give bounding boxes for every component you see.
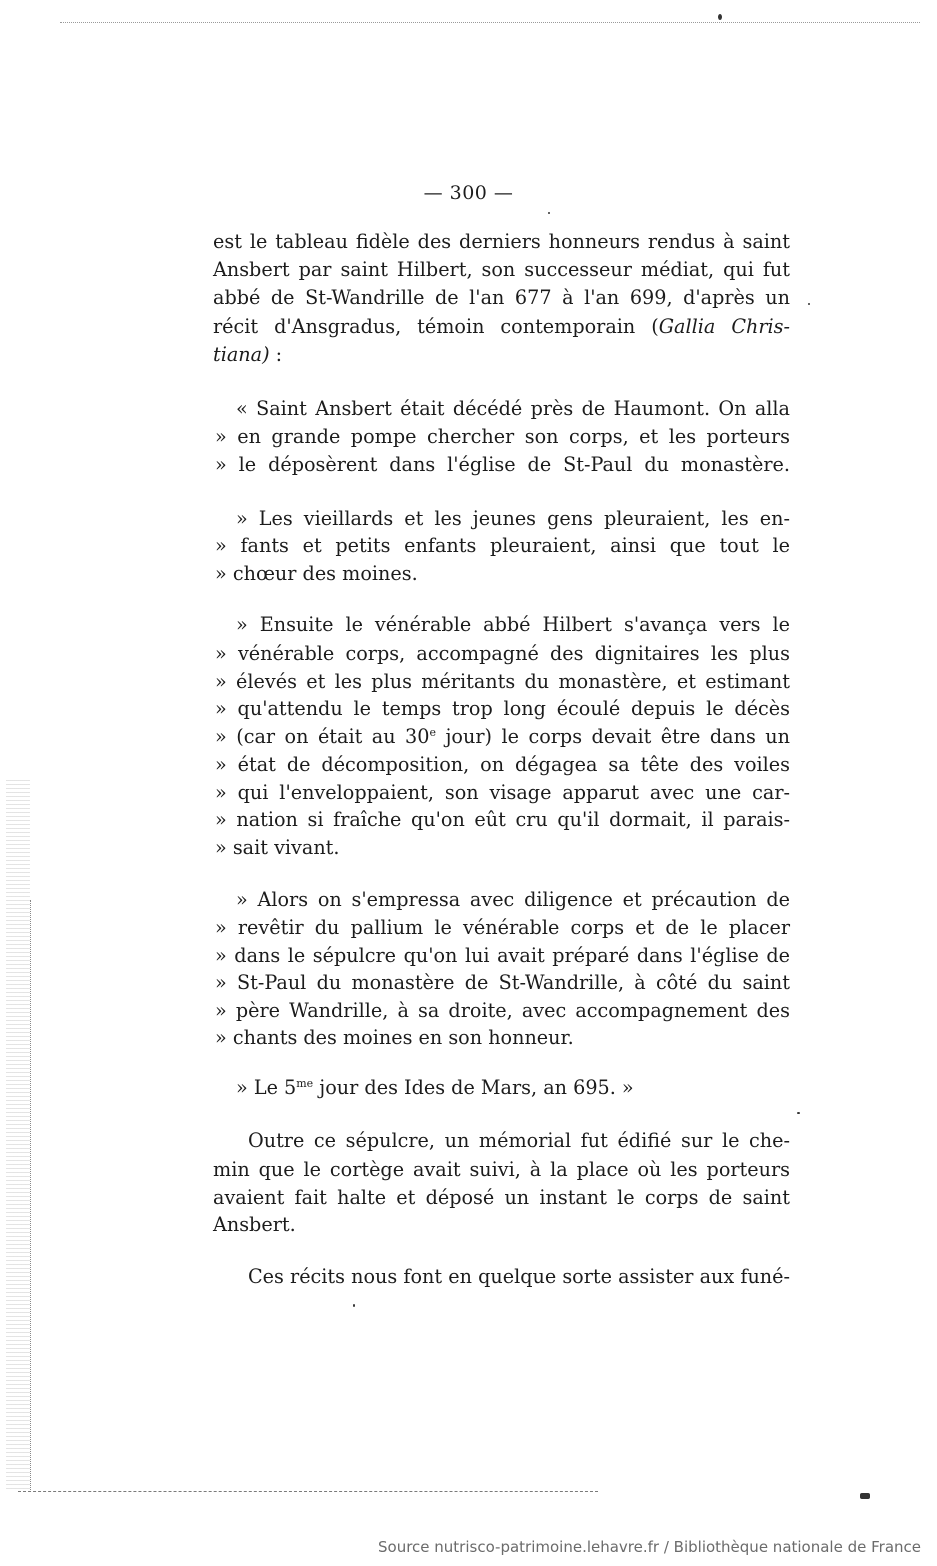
text-line: abbé de St-Wandrille de l'an 677 à l'an 699, d'après un <box>213 286 790 309</box>
text-line: » dans le sépulcre qu'on lui avait préparé dans l'église de <box>215 944 790 967</box>
text-line: » fants et petits enfants pleuraient, ainsi que tout le <box>215 534 790 557</box>
text-line: » Alors on s'empressa avec diligence et précaution de <box>236 888 790 911</box>
text-line: » état de décomposition, on dégagea sa tête des voiles <box>215 753 790 776</box>
text-line: » qu'attendu le temps trop long écoulé depuis le décès <box>215 697 790 720</box>
text-line: » le déposèrent dans l'église de St-Paul du monastère. <box>215 453 790 476</box>
scan-speck <box>353 1304 355 1307</box>
text-line: » qui l'enveloppaient, son visage apparut avec une car- <box>215 781 790 804</box>
ordinal-superscript: e <box>429 726 436 739</box>
scan-edge-left <box>6 780 30 1492</box>
scan-border-bottom <box>18 1491 598 1492</box>
text-line: Outre ce sépulcre, un mémorial fut édifié sur le che- <box>248 1129 790 1152</box>
scan-speck <box>860 1493 870 1499</box>
text-line: min que le cortège avait suivi, à la place où les porteurs <box>213 1158 790 1181</box>
text-run: » (car on était au 30 <box>215 725 430 748</box>
italic-citation: Gallia Chris- <box>658 315 790 338</box>
text-line <box>213 313 790 341</box>
text-line: » chants des moines en son honneur. <box>215 1026 574 1049</box>
scan-edge-left-line <box>30 900 33 1490</box>
text-line: « Saint Ansbert était décédé près de Haumont. On alla <box>236 397 790 420</box>
scan-speck <box>797 1112 800 1114</box>
text-run: jour des Ides de Mars, an 695. » <box>313 1076 634 1099</box>
text-line <box>215 723 790 751</box>
text-run: » Le 5 <box>236 1076 297 1099</box>
text-line: » Les vieillards et les jeunes gens pleuraient, les en- <box>236 507 790 530</box>
text-line: » St-Paul du monastère de St-Wandrille, à côté du saint <box>215 971 790 994</box>
page-number: — 300 — <box>423 182 514 204</box>
text-run: jour) le corps devait être dans un <box>436 725 790 748</box>
text-line: avaient fait halte et déposé un instant le corps de saint <box>213 1186 790 1209</box>
text-line: » sait vivant. <box>215 836 340 859</box>
text-run: récit d'Ansgradus, témoin contemporain ( <box>213 315 659 338</box>
italic-citation: tiana) <box>213 343 270 366</box>
text-run: : <box>269 343 283 366</box>
ordinal-superscript: me <box>296 1077 314 1090</box>
scan-border-top <box>60 22 920 23</box>
text-line: » vénérable corps, accompagné des dignitaires les plus <box>215 642 790 665</box>
scan-speck <box>718 14 722 20</box>
scan-speck <box>548 212 550 214</box>
text-line: » Ensuite le vénérable abbé Hilbert s'avança vers le <box>236 613 790 636</box>
text-line <box>236 1074 790 1102</box>
text-line: Ces récits nous font en quelque sorte assister aux funé- <box>248 1265 790 1288</box>
text-line: est le tableau fidèle des derniers honneurs rendus à saint <box>213 230 790 253</box>
text-line: » élevés et les plus méritants du monastère, et estimant <box>215 670 790 693</box>
text-line: » en grande pompe chercher son corps, et les porteurs <box>215 425 790 448</box>
text-line: Ansbert par saint Hilbert, son successeur médiat, qui fut <box>213 258 790 281</box>
scan-speck <box>808 303 810 305</box>
text-line: » nation si fraîche qu'on eût cru qu'il dormait, il parais- <box>215 808 790 831</box>
source-credit: Source nutrisco-patrimoine.lehavre.fr / Bibliothèque nationale de France <box>378 1538 921 1556</box>
text-line: Ansbert. <box>213 1213 296 1236</box>
text-line: » chœur des moines. <box>215 562 418 585</box>
text-line: » père Wandrille, à sa droite, avec accompagnement des <box>215 999 790 1022</box>
text-line <box>213 341 790 369</box>
text-line: » revêtir du pallium le vénérable corps et de le placer <box>215 916 790 939</box>
